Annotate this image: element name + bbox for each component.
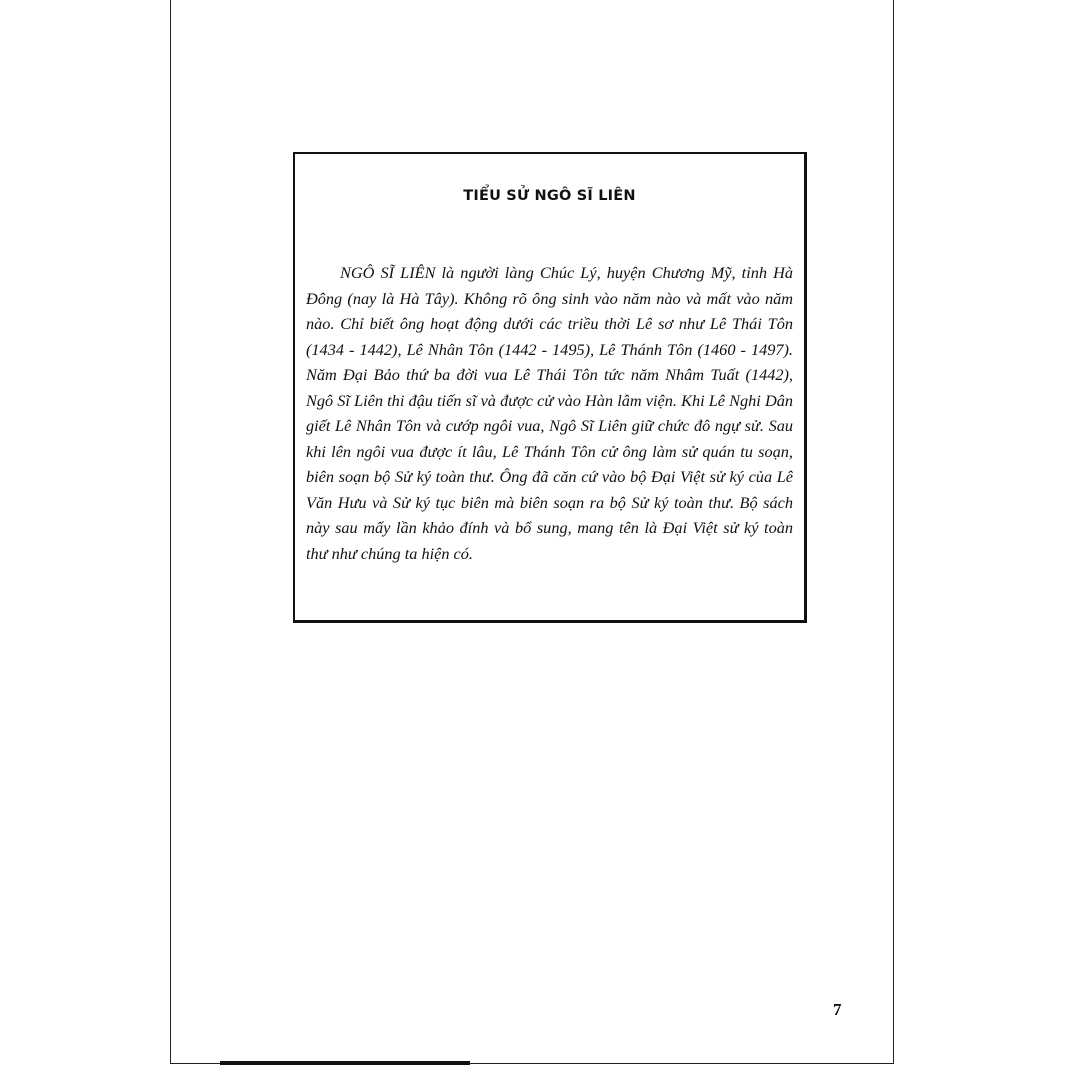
section-title: TIỂU SỬ NGÔ SĨ LIÊN xyxy=(463,188,636,204)
biography-paragraph: NGÔ SĨ LIÊN là người làng Chúc Lý, huyện Chương Mỹ, tỉnh Hà Đông (nay là Hà Tây). Không rõ ông sinh vào năm nào và mất vào năm nào. Chỉ biết ông hoạt động dưới các triều thời Lê sơ như Lê Thái Tôn (1434 - 1442), Lê Nhân Tôn (1442 - 1495), Lê Thánh Tôn (1460 - 1497). Năm Đại Bảo thứ ba đời vua Lê Thái Tôn tức năm Nhâm Tuất (1442), Ngô Sĩ Liên thi đậu tiến sĩ và được cử vào Hàn lâm viện. Khi Lê Nghi Dân giết Lê Nhân Tôn và cướp ngôi vua, Ngô Sĩ Liên giữ chức đô ngự sử. Sau khi lên ngôi vua được ít lâu, Lê Thánh Tôn cử ông làm sử quán tu soạn, biên soạn bộ Sử ký toàn thư. Ông đã căn cứ vào bộ Đại Việt sử ký của Lê Văn Hưu và Sử ký tục biên mà biên soạn ra bộ Sử ký toàn thư. Bộ sách này sau mấy lần khảo đính và bổ sung, mang tên là Đại Việt sử ký toàn thư như chúng ta hiện có. xyxy=(306,263,793,563)
biography-box xyxy=(293,152,807,623)
page-number: 7 xyxy=(833,1000,842,1019)
page-edge-shadow xyxy=(220,1061,470,1065)
